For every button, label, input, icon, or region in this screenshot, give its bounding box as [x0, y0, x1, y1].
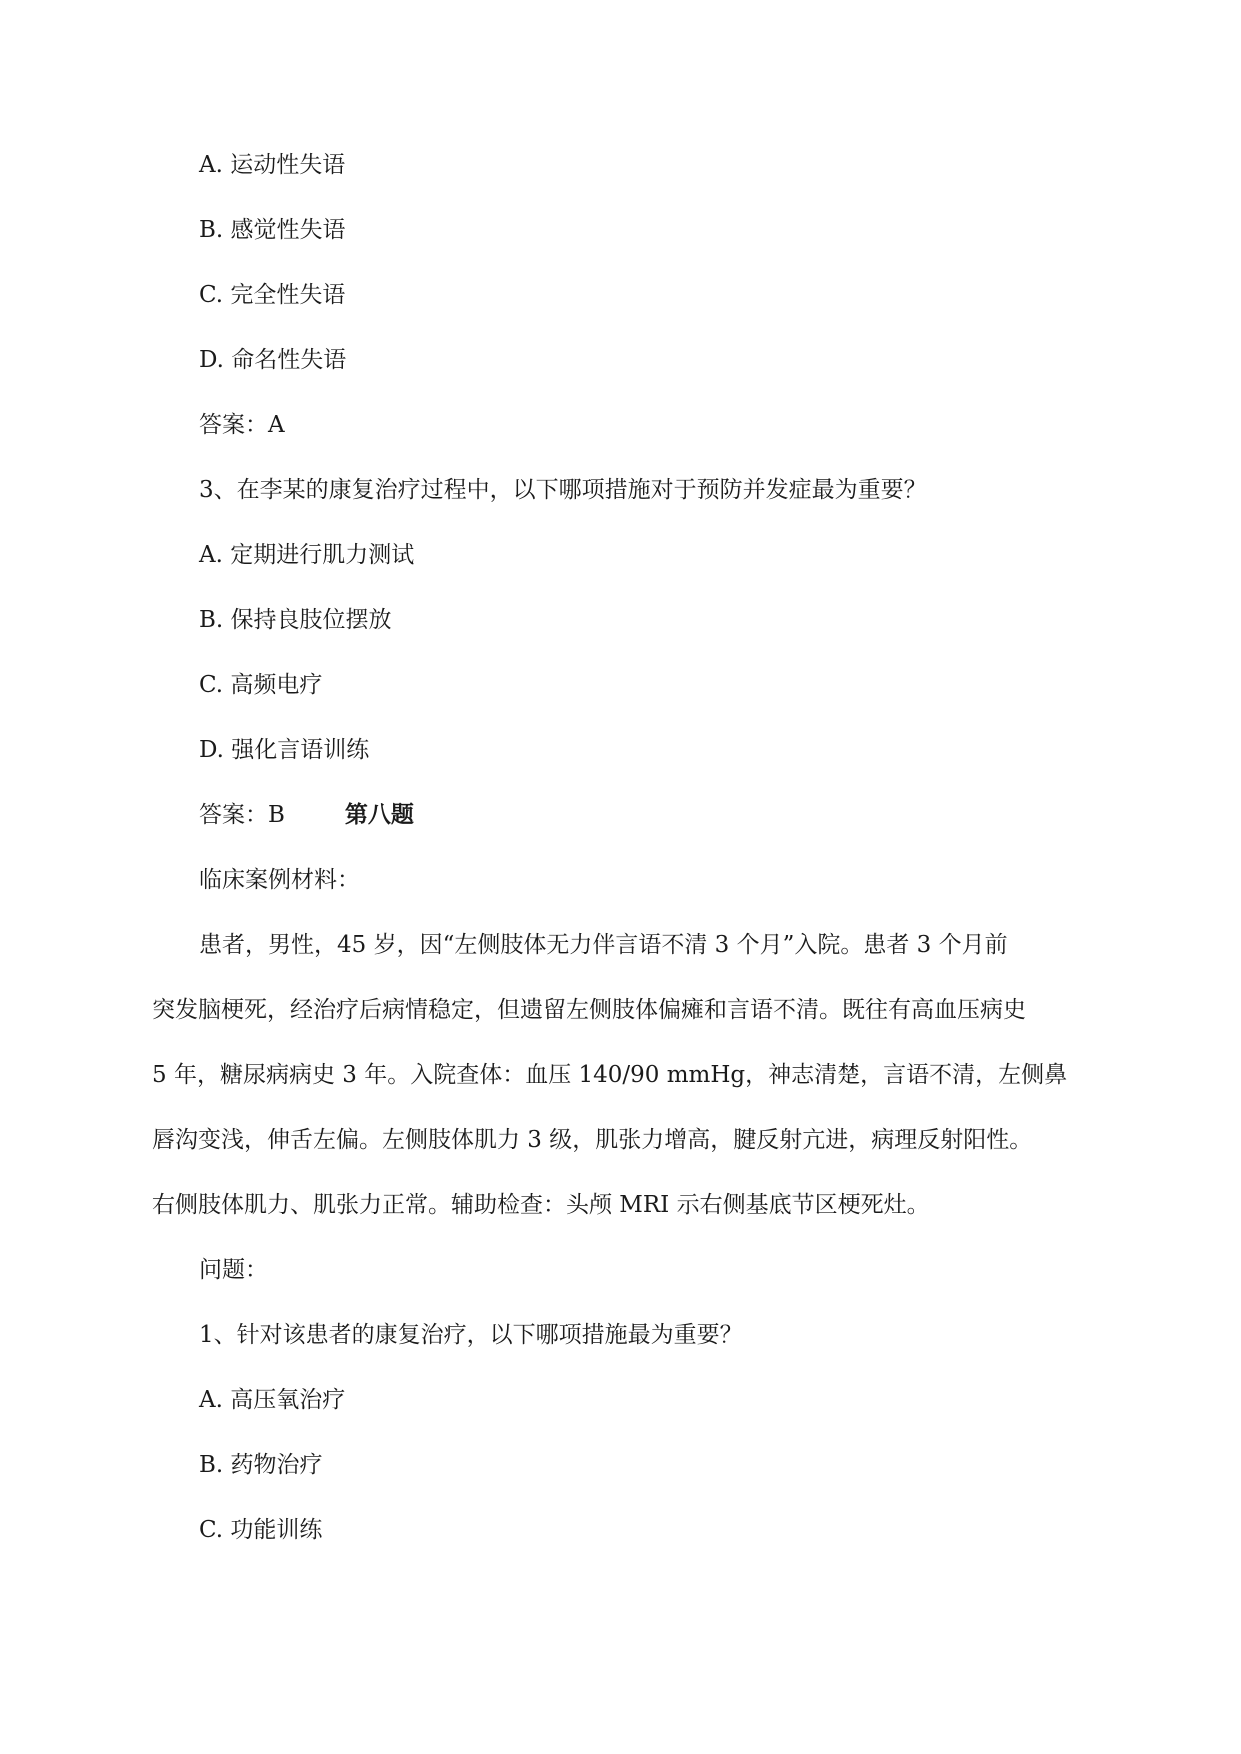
section-heading: 第八题 — [344, 802, 414, 828]
answer: 答案：B — [199, 802, 285, 828]
option-a: A. 高压氧治疗 — [199, 1387, 346, 1413]
case-paragraph-line: 右侧肢体肌力、肌张力正常。辅助检查：头颅 MRI 示右侧基底节区梗死灶。 — [152, 1192, 930, 1218]
questions-label: 问题： — [199, 1257, 268, 1283]
option-b: B. 保持良肢位摆放 — [199, 607, 392, 633]
case-paragraph-line: 突发脑梗死，经治疗后病情稳定，但遗留左侧肢体偏瘫和言语不清。既往有高血压病史 — [152, 997, 1026, 1023]
answer-line — [199, 800, 414, 830]
option-b: B. 药物治疗 — [199, 1452, 323, 1478]
answer: 答案：A — [199, 412, 285, 438]
option-d: D. 命名性失语 — [199, 347, 347, 373]
option-a: A. 运动性失语 — [199, 152, 346, 178]
option-c: C. 功能训练 — [199, 1517, 323, 1543]
option-c: C. 完全性失语 — [199, 282, 346, 308]
question-1: 1、针对该患者的康复治疗，以下哪项措施最为重要？ — [199, 1322, 743, 1348]
option-c: C. 高频电疗 — [199, 672, 323, 698]
case-paragraph-line: 5 年，糖尿病病史 3 年。入院查体：血压 140/90 mmHg，神志清楚，言语不清，左侧鼻 — [152, 1062, 1068, 1088]
question-3: 3、在李某的康复治疗过程中，以下哪项措施对于预防并发症最为重要？ — [199, 477, 927, 503]
option-d: D. 强化言语训练 — [199, 737, 370, 763]
option-b: B. 感觉性失语 — [199, 217, 346, 243]
case-label: 临床案例材料： — [199, 867, 360, 893]
option-a: A. 定期进行肌力测试 — [199, 542, 415, 568]
case-paragraph-line: 患者，男性，45 岁，因“左侧肢体无力伴言语不清 3 个月”入院。患者 3 个月前 — [199, 932, 1008, 958]
case-paragraph-line: 唇沟变浅，伸舌左偏。左侧肢体肌力 3 级，肌张力增高，腱反射亢进，病理反射阳性。 — [152, 1127, 1033, 1153]
